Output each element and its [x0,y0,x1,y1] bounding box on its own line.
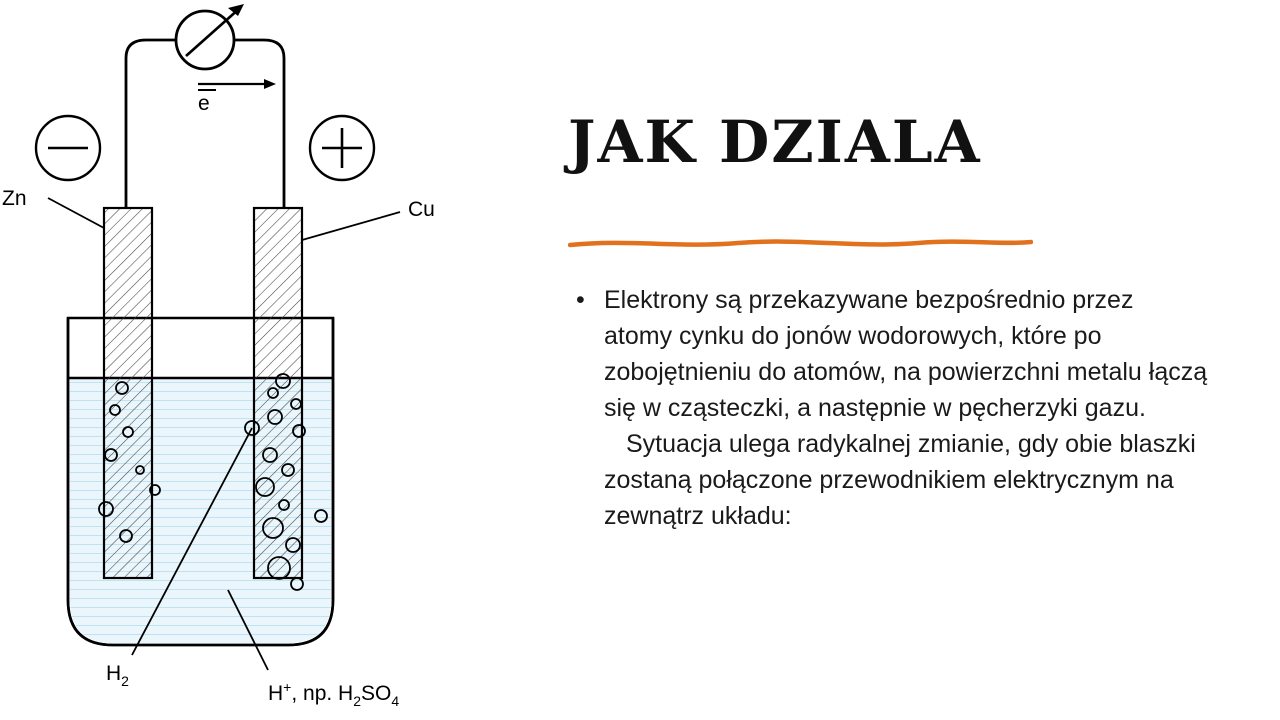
electron-flow-arrow [198,79,276,90]
negative-terminal-icon [36,116,100,180]
hydrogen-label: $H_2$ [106,662,129,689]
galvanic-cell-figure [0,0,520,720]
paragraph-text: Sytuacja ulega radykalnej zmianie, gdy obie blaszki zostaną połączone przewodnikiem elektrycznym na zewnątrz układu: [604,430,1196,530]
ammeter-icon [176,4,244,69]
bullet-item-text: Elektrony są przekazywane bezpośrednio przez atomy cynku do jonów wodorowych, które po zobojętnieniu do atomów, na powierzchni metalu łączą się w cząsteczki, a następnie w pęcherzyki gazu. [604,286,1208,422]
electron-label: e [198,92,210,115]
copper-label: Cu [408,198,435,221]
zinc-leader-line [48,198,104,228]
copper-leader-line [302,212,400,240]
zinc-electrode [104,208,152,578]
page-title: JAK DZIALA [568,108,982,176]
body-text [568,282,1208,534]
content-column [560,0,1260,720]
bullet-marker: • [576,286,585,314]
bullet-item [568,282,1208,426]
electrolyte-label: H+, np. $H_2SO_4$ [268,679,400,709]
title-underline-rule [568,236,1033,250]
positive-terminal-icon [310,116,374,180]
zinc-label: Zn [2,187,27,210]
